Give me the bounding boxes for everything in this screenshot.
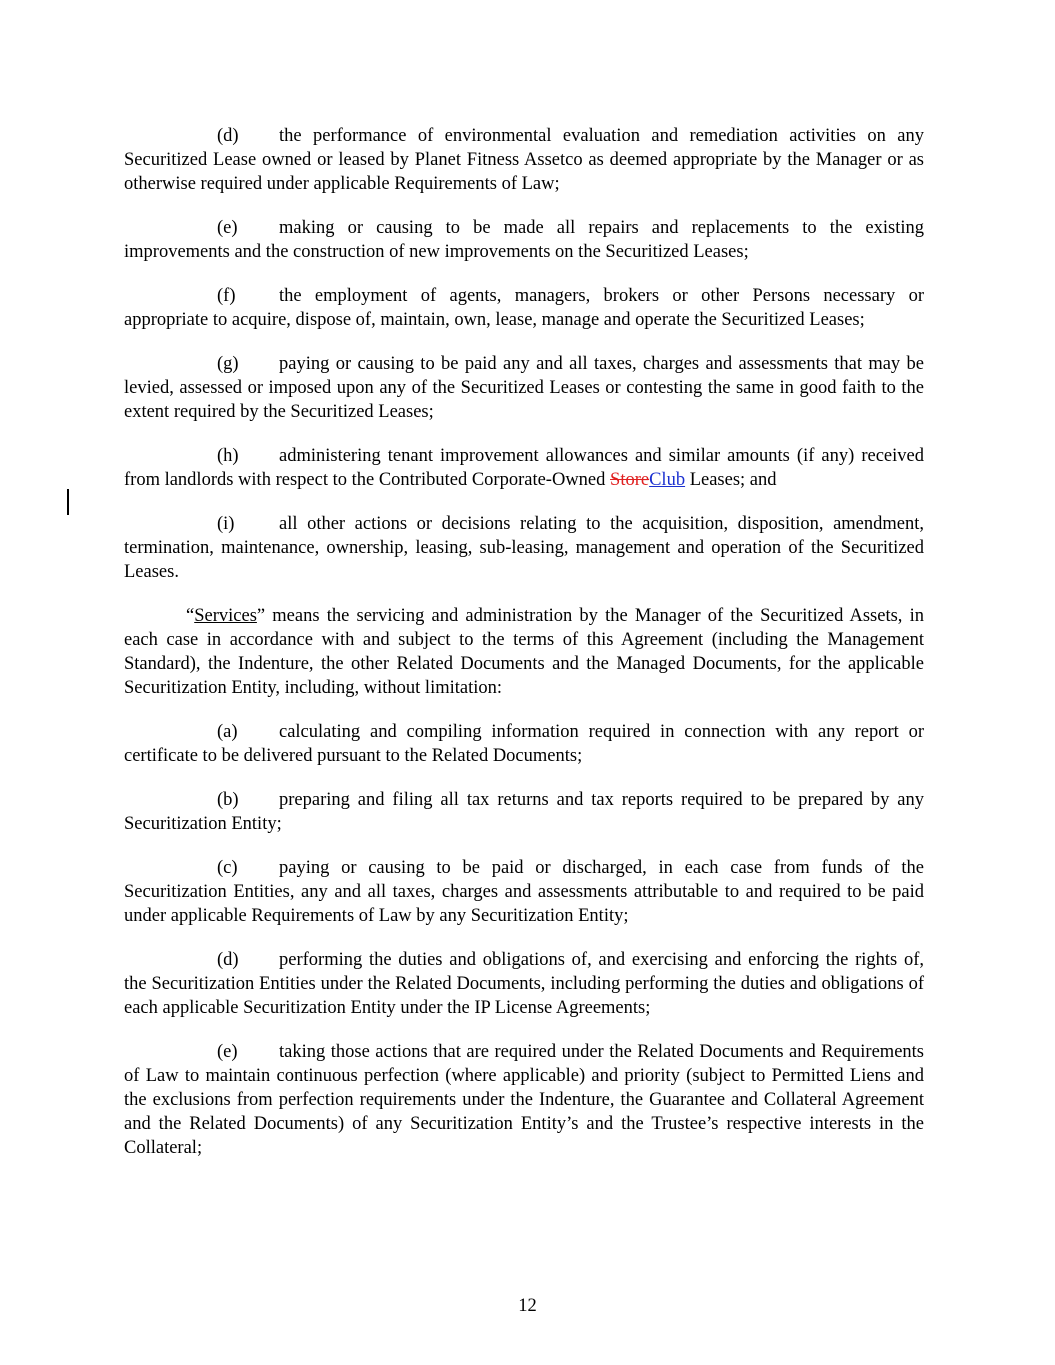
- clause-text: making or causing to be made all repairs and replacements to the existing improvements and the construction of new improvements on the Securitized Leases;: [124, 218, 924, 262]
- clause-label: (d): [217, 950, 239, 970]
- clause-text: administering tenant improvement allowances and similar amounts (if any) received from landlords with respect to the Contributed Corporate-Owned: [124, 446, 924, 490]
- clause-text-end: Leases; and: [685, 470, 777, 490]
- clause-label: (f): [217, 286, 236, 306]
- clause-text: calculating and compiling information required in connection with any report or certificate to be delivered pursuant to the Related Documents;: [124, 722, 924, 766]
- clause-label: (d): [217, 126, 239, 146]
- clause-label: (b): [217, 790, 239, 810]
- clause-text: preparing and filing all tax returns and tax reports required to be prepared by any Securitization Entity;: [124, 790, 924, 834]
- deleted-text: Store: [610, 470, 650, 490]
- definition-text: means the servicing and administration by the Manager of the Securitized Assets, in each case in accordance with and subject to the terms of this Agreement (including the Management Standard), the Indenture, the other Related Documents and the Managed Documents, for the applicable Securitization Entity, including, without limitation:: [124, 606, 924, 698]
- clause-text: all other actions or decisions relating to the acquisition, disposition, amendment, termination, maintenance, ownership, leasing, sub-leasing, management and operation of the Securitized Leases.: [124, 514, 924, 582]
- close-quote: ”: [256, 606, 266, 626]
- clause-i: [124, 512, 924, 584]
- inserted-text: Club: [649, 470, 686, 490]
- clause-text: paying or causing to be paid any and all taxes, charges and assessments that may be levied, assessed or imposed upon any of the Securitized Leases or contesting the same in good faith to the extent required by the Securitized Leases;: [124, 354, 924, 422]
- clause-text: the employment of agents, managers, brokers or other Persons necessary or appropriate to acquire, dispose of, maintain, own, lease, manage and operate the Securitized Leases;: [124, 286, 924, 330]
- clause-label: (e): [217, 218, 238, 238]
- clause-top-d: [124, 124, 924, 196]
- clause-text: performing the duties and obligations of, and exercising and enforcing the rights of, the Securitization Entities under the Related Documents, including performing the duties and obligations of each applicable Securitization Entity under the IP License Agreements;: [124, 950, 924, 1018]
- document-page: [124, 124, 924, 1180]
- clause-top-e: [124, 216, 924, 264]
- revision-change-bar: [67, 489, 69, 515]
- clause-text: the performance of environmental evaluation and remediation activities on any Securitized Lease owned or leased by Planet Fitness Assetco as deemed appropriate by the Manager or as otherwise required under applicable Requirements of Law;: [124, 126, 924, 194]
- page-number: 12: [518, 1296, 537, 1316]
- clause-bottom-c: [124, 856, 924, 928]
- clause-label: (i): [217, 514, 235, 534]
- clause-text: taking those actions that are required under the Related Documents and Requirements of Law to maintain continuous perfection (where applicable) and priority (subject to Permitted Liens and the exclusions from perfection requirements under the Indenture, the Guarantee and Collateral Agreement and the Related Documents) of any Securitization Entity’s and the Trustee’s respective interests in the Collateral;: [124, 1042, 924, 1158]
- clause-top-g: [124, 352, 924, 424]
- services-definition: [124, 604, 924, 700]
- open-quote: “: [186, 606, 195, 626]
- clause-h: [124, 444, 924, 492]
- defined-term: Services: [194, 606, 257, 626]
- clause-bottom-e: [124, 1040, 924, 1160]
- clause-label: (h): [217, 446, 239, 466]
- clause-label: (c): [217, 858, 238, 878]
- clause-label: (g): [217, 354, 239, 374]
- clause-top-f: [124, 284, 924, 332]
- clause-text: paying or causing to be paid or discharged, in each case from funds of the Securitization Entities, any and all taxes, charges and assessments attributable to and required to be paid under applicable Requirements of Law by any Securitization Entity;: [124, 858, 924, 926]
- clause-bottom-b: [124, 788, 924, 836]
- clause-bottom-a: [124, 720, 924, 768]
- clause-label: (a): [217, 722, 238, 742]
- clause-bottom-d: [124, 948, 924, 1020]
- clause-label: (e): [217, 1042, 238, 1062]
